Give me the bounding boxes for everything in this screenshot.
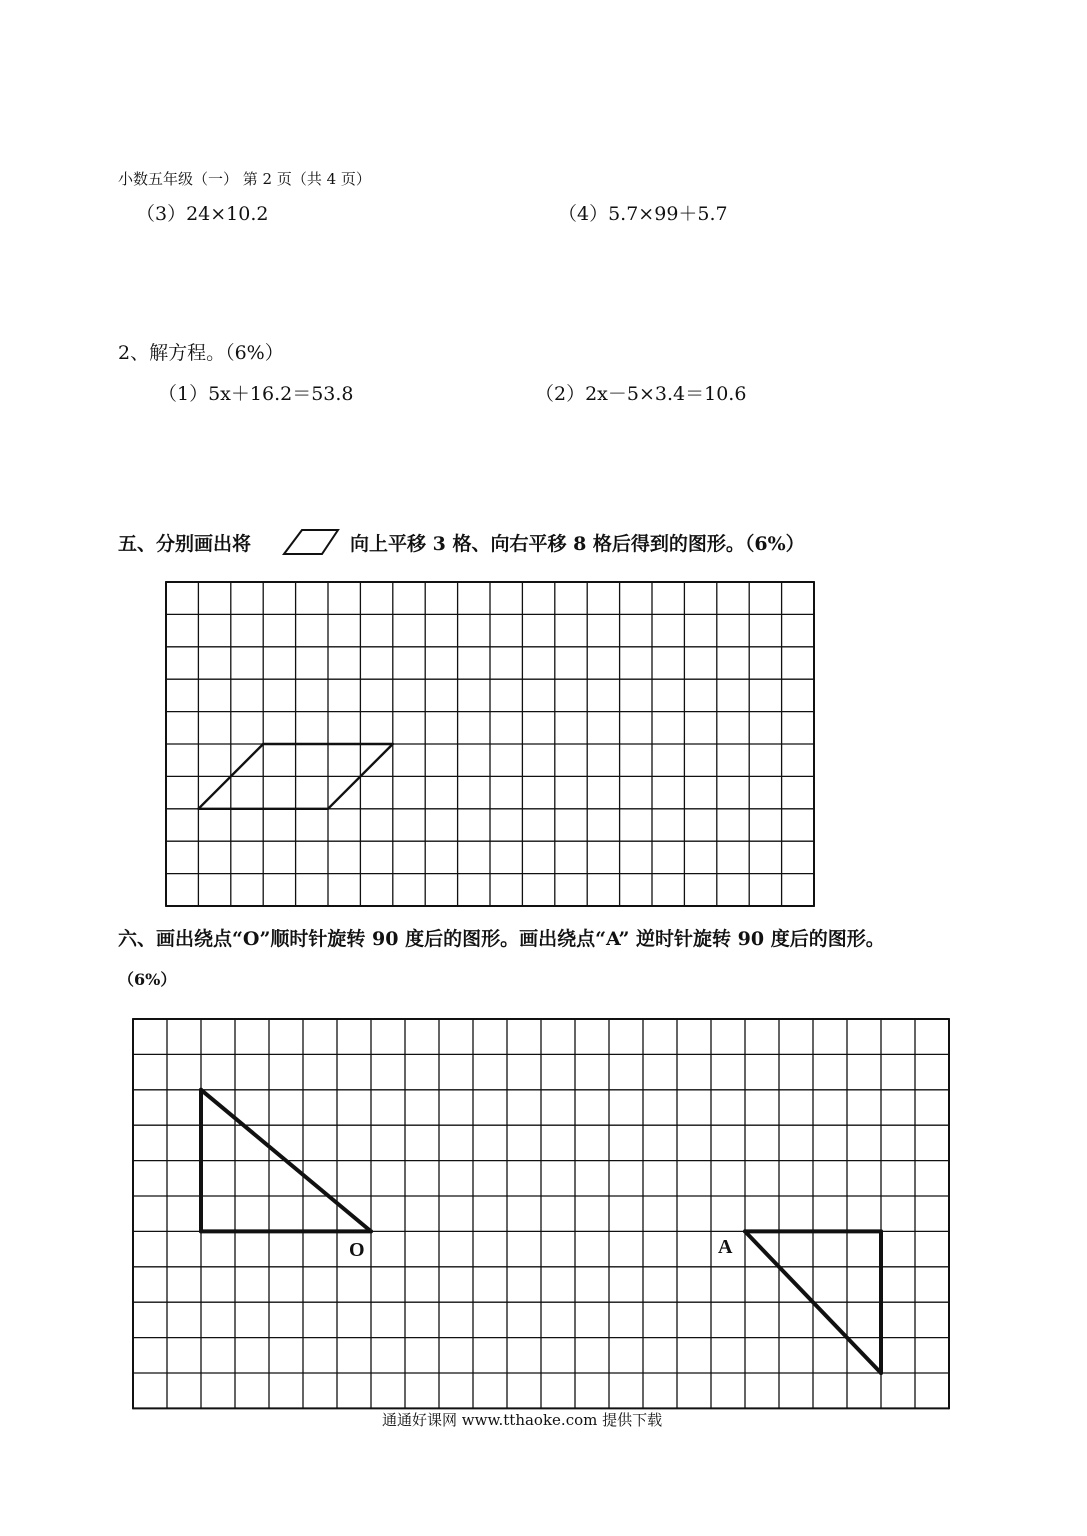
- equation-2: （2）2x－5×3.4＝10.6: [535, 383, 747, 405]
- point-a-label: A: [718, 1236, 733, 1258]
- page-footer: 通通好课网 www.tthaoke.com 提供下载: [382, 1411, 663, 1429]
- section6-score: （6%）: [118, 970, 177, 989]
- calc-item-4: （4）5.7×99＋5.7: [558, 203, 728, 225]
- section5-title-start: 五、分别画出将: [118, 533, 252, 555]
- point-o-label: O: [349, 1239, 365, 1261]
- calc-item-3: （3）24×10.2: [136, 203, 269, 225]
- section6-title: 六、画出绕点“O”顺时针旋转 90 度后的图形。画出绕点“A” 逆时针旋转 90 度后的图形。: [118, 928, 885, 950]
- equation-1: （1）5x＋16.2＝53.8: [158, 383, 354, 405]
- page-header: 小数五年级（一） 第 2 页（共 4 页）: [118, 170, 371, 188]
- section5-title-end: 向上平移 3 格、向右平移 8 格后得到的图形。（6%）: [350, 533, 805, 555]
- equations-heading: 2、解方程。（6%）: [118, 342, 284, 364]
